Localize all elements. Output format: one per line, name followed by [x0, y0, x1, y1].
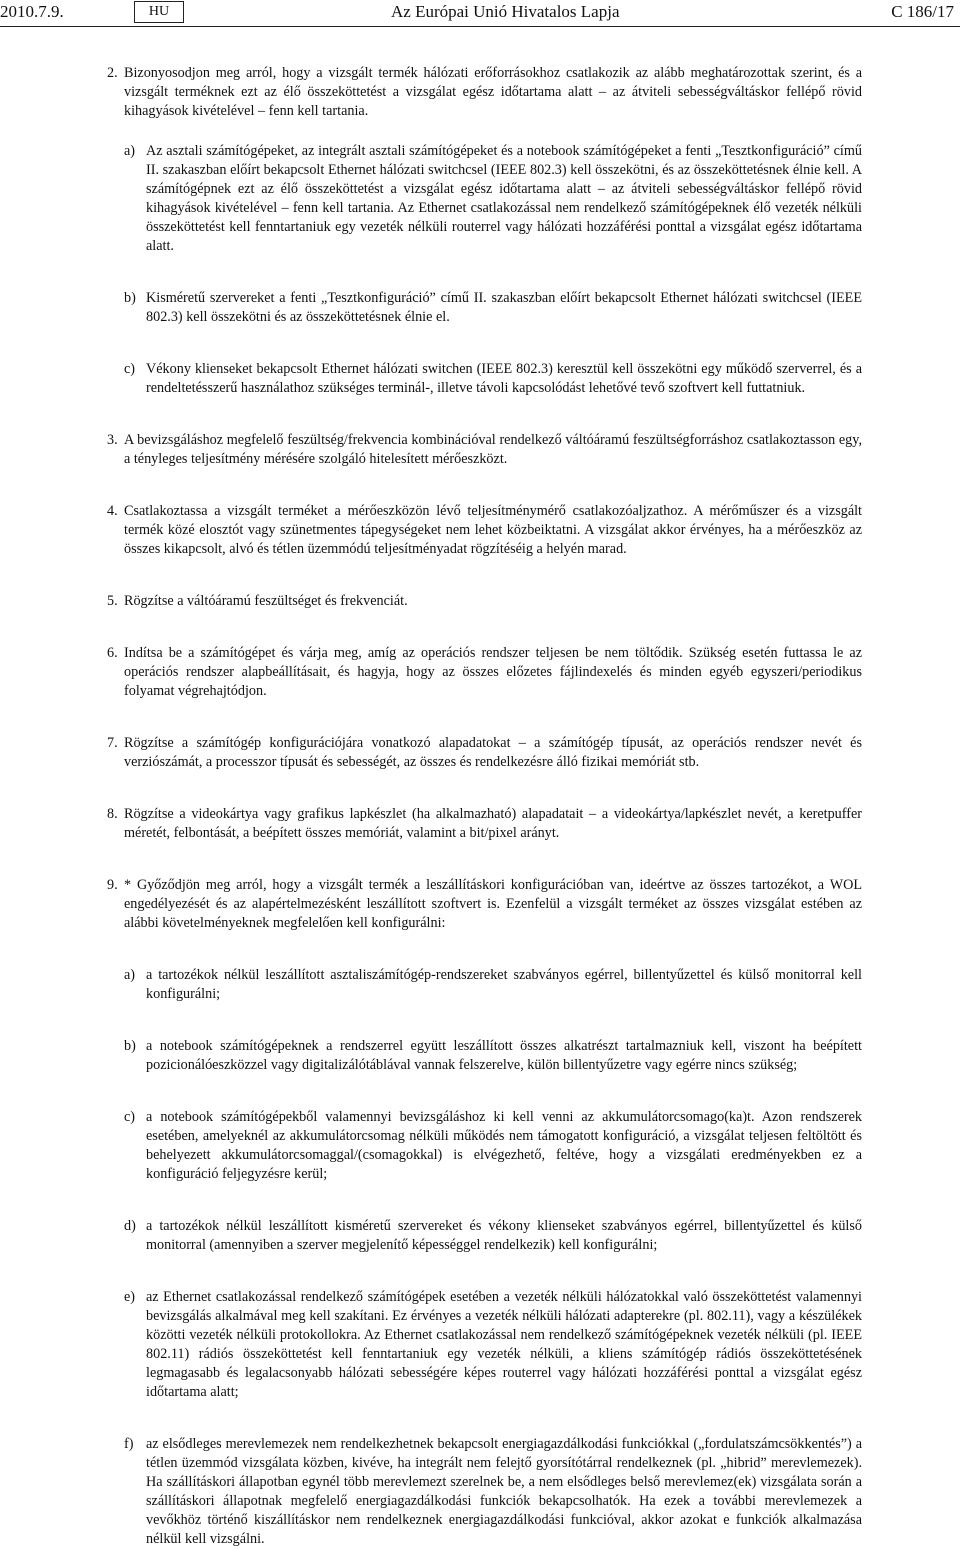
paragraph-7: [0, 734, 960, 772]
paragraph-text: Kisméretű szervereket a fenti „Tesztkonfiguráció” című II. szakaszban előírt bekapcsolt Ethernet hálózati switchcsel (IEEE 802.3) kell összekötni és az összeköttetésnek élnie el.: [146, 290, 862, 325]
language-code-box: HU: [134, 1, 184, 23]
paragraph-number: 4.: [107, 503, 118, 519]
paragraph-text: Rögzítse a videokártya vagy grafikus lapkészlet (ha alkalmazható) alapadatait – a videokártya/lapkészlet nevét, a keretpuffer méretét, felbontását, a beépített összes memóriát, valamint a bit/pixel arányt.: [124, 806, 862, 841]
paragraph-number: b): [124, 290, 136, 306]
paragraph-text: Rögzítse a számítógép konfigurációjára vonatkozó alapadatokat – a számítógép típusát, az operációs rendszer nevét és verziószámát, a processzor típusát és sebességét, az összes és rendelkezésre álló fizikai memóriát stb.: [124, 735, 862, 770]
paragraph-9-b: [0, 1037, 960, 1075]
paragraph-text: az elsődleges merevlemezek nem rendelkezhetnek bekapcsolt energiagazdálkodási funkciókkal („fordulatszámcsökkentés”) a tétlen üzemmód vizsgálata közben, kivéve, ha integrált nem felejtő gyorsítótárral rendelkeznek (pl. „hibrid” merevlemezek). Ha szállításkori állapotban egynél több merevlemezt szerelnek be, a nem elsődleges belső merevlemez(ek) vizsgálata során a szállításkori állapotnak megfelelő energiagazdálkodási funkciók bekapcsolhatók. Ha ezek a további merevlemezek a vevőkhöz történő kiszállításkor nem rendelkeznek energiagazdálkodási funkcióval, akkor azokat e funkciók alkalmazása nélkül kell vizsgálni.: [146, 1436, 862, 1547]
paragraph-2-b: [0, 289, 960, 327]
paragraph-text: Indítsa be a számítógépet és várja meg, amíg az operációs rendszer teljesen be nem töltődik. Szükség esetén futtassa le az operációs rendszer alapbeállításait, és hagyja, hogy az összes előzetes fájlindexelés és minden egyéb egyszeri/periodikus folyamat végrehajtódjon.: [124, 645, 862, 699]
paragraph-text: Bizonyosodjon meg arról, hogy a vizsgált termék hálózati erőforrásokhoz csatlakozik az alább meghatározottak szerint, és a vizsgált terméknek ezt az élő összeköttetést a vizsgálat egész időtartama alatt – az átviteli sebességváltáskor fellépő rövid kihagyások kivételével – fenn kell tartania.: [124, 65, 862, 119]
paragraph-9: [0, 876, 960, 933]
paragraph-9-d: [0, 1217, 960, 1255]
paragraph-9-f: [0, 1435, 960, 1549]
header-date: 2010.7.9.: [0, 2, 64, 21]
paragraph-2: [0, 64, 960, 121]
paragraph-text: Rögzítse a váltóáramú feszültséget és frekvenciát.: [124, 593, 408, 609]
paragraph-text: Csatlakoztassa a vizsgált terméket a mérőeszközön lévő teljesítménymérő csatlakozóaljzathoz. A mérőműszer és a vizsgált termék közé elosztót vagy szünetmentes tápegységeket nem lehet közbeiktatni. A vizsgálat akkor érvényes, ha a mérőeszköz az összes kikapcsolt, alvó és tétlen üzemmódú teljesítményadat rögzítéséig a helyén marad.: [124, 503, 862, 557]
paragraph-text: a notebook számítógépekből valamennyi bevizsgáláshoz ki kell venni az akkumulátorcsomago(ka)t. Azon rendszerek esetében, amelyeknél az akkumulátorcsomag nélküli működés nem támogatott konfiguráció, a vizsgálat teljesen feltöltött és behelyezett akkumulátorcsomaggal/(csomagokkal) is elvégezhető, feltéve, hogy a vizsgálati eredményekben ez a konfiguráció feljegyzésre kerül;: [146, 1109, 862, 1182]
paragraph-number: 9.: [107, 877, 118, 893]
paragraph-text: a tartozékok nélkül leszállított asztaliszámítógép-rendszereket szabványos egérrel, billentyűzettel és külső monitorral kell konfigurálni;: [146, 967, 862, 1002]
journal-title: Az Európai Unió Hivatalos Lapja: [391, 2, 620, 21]
paragraph-text: A bevizsgáláshoz megfelelő feszültség/frekvencia kombinációval rendelkező váltóáramú feszültségforráshoz csatlakoztasson egy, a tényleges teljesítmény mérésére szolgáló hitelesített mérőeszközt.: [124, 432, 862, 467]
paragraph-9-e: [0, 1288, 960, 1402]
paragraph-text: a notebook számítógépeknek a rendszerrel együtt leszállított összes alkatrészt tartalmazniuk kell, viszont ha beépített pozicionálóeszközzel vagy digitalizálótáblával vannak felszerelve, külön billentyűzetre vagy egérre nincs szükség;: [146, 1038, 862, 1073]
paragraph-6: [0, 644, 960, 701]
document-body: [0, 64, 960, 1549]
paragraph-2-a: [0, 142, 960, 256]
paragraph-2-c: [0, 360, 960, 398]
paragraph-number: 2.: [107, 65, 118, 81]
paragraph-number: f): [124, 1436, 134, 1452]
page-number: C 186/17: [891, 2, 954, 21]
paragraph-number: a): [124, 967, 136, 983]
paragraph-number: 8.: [107, 806, 118, 822]
paragraph-text: * Győződjön meg arról, hogy a vizsgált termék a leszállításkori konfigurációban van, ideértve az összes tartozékot, a WOL engedélyezését és az alapértelmezésként leszállított szoftvert is. Ezenfelül a vizsgált terméket az összes vizsgálat estében az alábbi követelményeknek megfelelően kell konfigurálni:: [124, 877, 862, 931]
paragraph-text: az Ethernet csatlakozással rendelkező számítógépek esetében a vezeték nélküli hálózatokkal való összeköttetést valamennyi bevizsgálás alkalmával meg kell szakítani. Ez érvényes a vezeték nélküli hálózati adapterekre (pl. 802.11), vagy a készülékek közötti vezeték nélküli protokollokra. Az Ethernet csatlakozással nem rendelkező számítógépeknek vezeték nélküli (pl. IEEE 802.11) rádiós összeköttetést kell fenntartaniuk egy vezeték nélküli, a kliens számítógép rádiós összeköttetésének legmagasabb és legalacsonyabb hálózati sebességére képes routerrel vagy hálózati hozzáférési ponttal a vizsgálat egész időtartama alatt;: [146, 1289, 862, 1400]
paragraph-number: a): [124, 143, 136, 159]
paragraph-number: e): [124, 1289, 136, 1305]
paragraph-3: [0, 431, 960, 469]
paragraph-8: [0, 805, 960, 843]
paragraph-number: b): [124, 1038, 136, 1054]
paragraph-text: Vékony klienseket bekapcsolt Ethernet hálózati switchen (IEEE 802.3) keresztül kell összekötni egy működő szerverrel, és a rendeltetésszerű használathoz szükséges terminál-, illetve távoli kapcsolódást lehetővé tevő szoftvert kell futtatniuk.: [146, 361, 862, 396]
paragraph-number: 5.: [107, 593, 118, 609]
header-rule: [0, 26, 960, 27]
paragraph-text: a tartozékok nélkül leszállított kisméretű szervereket és vékony klienseket szabványos egérrel, billentyűzettel és külső monitorral (amennyiben a szerver megjelenítő képességgel rendelkezik) kell konfigurálni;: [146, 1218, 862, 1253]
paragraph-number: 6.: [107, 645, 118, 661]
page-header: [0, 0, 960, 26]
paragraph-9-c: [0, 1108, 960, 1184]
paragraph-number: c): [124, 361, 136, 377]
paragraph-number: c): [124, 1109, 136, 1125]
paragraph-number: 3.: [107, 432, 118, 448]
paragraph-number: 7.: [107, 735, 118, 751]
paragraph-4: [0, 502, 960, 559]
paragraph-5: [0, 592, 960, 611]
paragraph-number: d): [124, 1218, 136, 1234]
paragraph-9-a: [0, 966, 960, 1004]
paragraph-text: Az asztali számítógépeket, az integrált asztali számítógépeket és a notebook számítógépeket a fenti „Tesztkonfiguráció” című II. szakaszban előírt bekapcsolt Ethernet hálózati switchcsel (IEEE 802.3) kell összekötni, és az összeköttetésnek élnie kell. A számítógépnek ezt az élő összeköttetést a vizsgálat egész időtartama alatt – az átviteli sebességváltáskor fellépő rövid kihagyások kivételével – fenn kell tartania. Az Ethernet csatlakozással nem rendelkező számítógépeknek élő vezeték nélküli összeköttetést kell fenntartaniuk egy vezeték nélküli routerrel vagy hálózati hozzáférési ponttal a vizsgálat egész időtartama alatt.: [146, 143, 862, 254]
